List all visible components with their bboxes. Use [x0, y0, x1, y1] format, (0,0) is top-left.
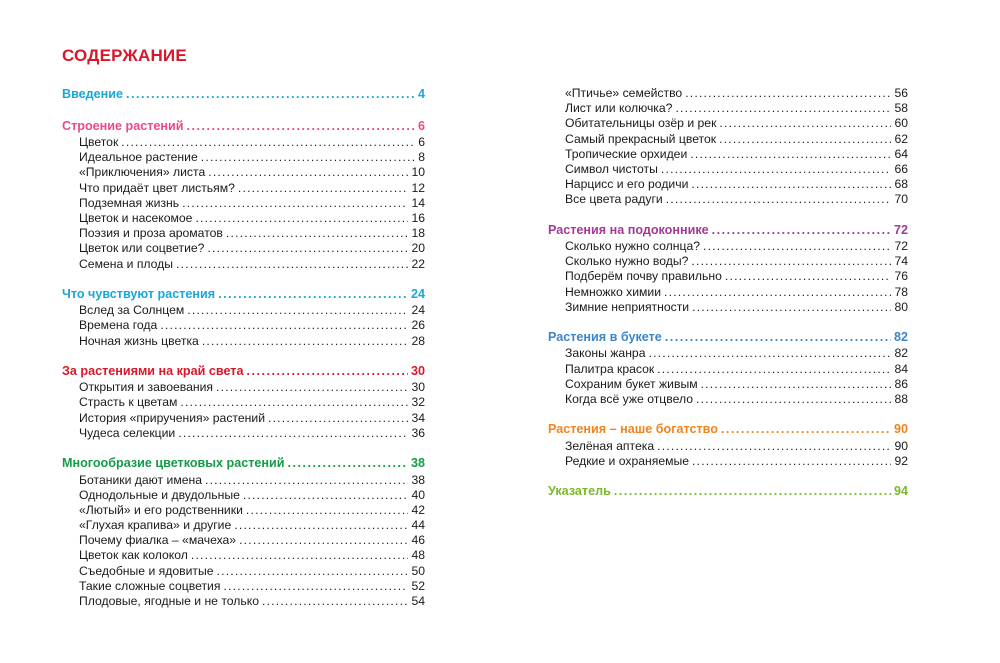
leader-dots — [121, 135, 415, 150]
toc-entry-label: Сколько нужно солнца? — [565, 239, 701, 253]
leader-dots — [268, 411, 408, 426]
toc-entry-page-number: 48 — [411, 548, 425, 563]
toc-section-heading-page-number: 72 — [893, 222, 908, 237]
toc-entry — [548, 346, 908, 361]
toc-entry-page-number: 80 — [894, 299, 908, 314]
leader-dots — [238, 181, 409, 196]
leader-dots — [665, 329, 891, 347]
leader-dots — [719, 116, 891, 131]
toc-entry-page-number: 6 — [418, 135, 425, 149]
toc-entry-page-number: 14 — [411, 195, 425, 210]
toc-entry-page-number: 58 — [894, 101, 908, 116]
leader-dots — [696, 392, 891, 407]
leader-dots — [201, 150, 415, 165]
toc-entry — [62, 503, 425, 518]
toc-entry-page-number: 12 — [411, 180, 425, 195]
leader-dots — [195, 211, 408, 226]
leader-dots — [234, 518, 408, 533]
toc-entry-label: Символ чистоты — [565, 161, 658, 176]
leader-dots — [160, 318, 408, 333]
toc-entry — [548, 147, 908, 162]
toc-entry — [62, 226, 425, 241]
leader-dots — [207, 241, 408, 256]
toc-entry-page-number: 82 — [894, 346, 908, 361]
toc-entry-label: Страсть к цветам — [79, 395, 178, 410]
leader-dots — [208, 165, 408, 180]
toc-entry — [62, 165, 425, 180]
leader-dots — [246, 503, 409, 518]
toc-entry — [62, 488, 425, 503]
toc-entry — [548, 285, 908, 300]
toc-section-heading-page-number: 38 — [410, 456, 425, 470]
toc-entry-label: Цветок и насекомое — [79, 210, 193, 225]
toc-section — [62, 286, 425, 349]
leader-dots — [721, 421, 891, 439]
leader-dots — [719, 132, 891, 147]
toc-entry — [548, 86, 908, 101]
toc-entry — [62, 518, 425, 533]
leader-dots — [218, 286, 408, 304]
leader-dots — [186, 118, 415, 136]
toc-entry — [548, 454, 908, 469]
toc-entry-label: Времена года — [79, 318, 158, 333]
toc-section-heading — [548, 483, 908, 501]
leader-dots — [223, 579, 408, 594]
toc-entry-page-number: 88 — [894, 392, 908, 406]
leader-dots — [202, 334, 409, 349]
leader-dots — [243, 488, 409, 503]
toc-entry — [62, 196, 425, 211]
toc-entry-label: Лист или колючка? — [565, 101, 673, 116]
toc-entry-page-number: 54 — [411, 594, 425, 608]
leader-dots — [191, 548, 409, 563]
toc-entry — [62, 473, 425, 488]
toc-entry — [548, 192, 908, 207]
toc-section — [62, 118, 425, 272]
toc-entry — [548, 239, 908, 254]
toc-section-heading — [548, 222, 908, 240]
toc-entry-page-number: 34 — [411, 410, 425, 425]
toc-entry-label: «Птичье» семейство — [565, 86, 683, 100]
toc-entry — [548, 300, 908, 315]
toc-entry — [548, 116, 908, 131]
toc-entry-page-number: 68 — [894, 177, 908, 192]
toc-entry-page-number: 76 — [894, 269, 908, 284]
toc-section-heading — [62, 455, 425, 473]
toc-entry-label: «Лютый» и его родственники — [79, 502, 243, 517]
toc-section-heading-page-number: 6 — [417, 118, 425, 133]
toc-entry-label: Нарцисс и его родичи — [565, 177, 689, 192]
toc-entry — [62, 181, 425, 196]
toc-entry-page-number: 30 — [411, 380, 425, 395]
leader-dots — [246, 363, 408, 381]
toc-entry-label: Сохраним букет живым — [565, 376, 698, 391]
toc-entry-label: Поэзия и проза ароматов — [79, 226, 223, 241]
toc-section — [62, 455, 425, 609]
toc-entry-label: Съедобные и ядовитые — [79, 563, 214, 578]
toc-section-heading — [548, 329, 908, 347]
toc-entry-label: Зимние неприятности — [565, 299, 690, 314]
toc-entry — [62, 211, 425, 226]
toc-section — [548, 483, 908, 501]
toc-entry-page-number: 22 — [411, 256, 425, 271]
leader-dots — [205, 473, 408, 488]
leader-dots — [180, 395, 408, 410]
leader-dots — [725, 269, 892, 284]
toc-entry — [548, 392, 908, 407]
toc-entry — [548, 362, 908, 377]
toc-entry — [548, 177, 908, 192]
toc-entry-page-number: 92 — [894, 453, 908, 468]
toc-entry-page-number: 46 — [411, 533, 425, 548]
leader-dots — [690, 147, 891, 162]
leader-dots — [176, 257, 408, 272]
toc-section-heading-label: Введение — [62, 87, 124, 101]
leader-dots — [216, 380, 408, 395]
leader-dots — [691, 254, 891, 269]
toc-section-heading-label: Многообразие цветковых растений — [62, 456, 285, 470]
toc-entry-label: Цветок как колокол — [79, 548, 188, 563]
leader-dots — [657, 362, 891, 377]
toc-section — [548, 421, 908, 469]
toc-entry — [62, 380, 425, 395]
toc-entry-page-number: 62 — [894, 131, 908, 146]
toc-entry-page-number: 64 — [894, 146, 908, 161]
leader-dots — [666, 192, 892, 207]
leader-dots — [712, 222, 891, 240]
toc-entry-label: Ботаники дают имена — [79, 472, 202, 487]
leader-dots — [239, 533, 408, 548]
leader-dots — [692, 300, 891, 315]
toc-entry-page-number: 86 — [894, 376, 908, 391]
toc-entry-page-number: 32 — [411, 395, 425, 410]
toc-entry-label: Все цвета радуги — [565, 192, 663, 207]
toc-entry-label: Когда всё уже отцвело — [565, 392, 694, 406]
toc-entry-page-number: 52 — [411, 578, 425, 593]
toc-entry-label: «Приключения» листа — [79, 165, 206, 180]
toc-entry-page-number: 90 — [894, 438, 908, 453]
toc-entry-label: Подберём почву правильно — [565, 269, 722, 284]
leader-dots — [182, 196, 408, 211]
toc-section-heading — [62, 363, 425, 381]
toc-entry-label: Немножко химии — [565, 284, 662, 299]
toc-section-heading-page-number: 4 — [417, 87, 425, 101]
toc-entry-page-number: 60 — [894, 116, 908, 131]
toc-entry — [62, 241, 425, 256]
toc-entry-page-number: 44 — [411, 518, 425, 533]
toc-section-heading-page-number: 94 — [893, 484, 908, 499]
leader-dots — [703, 239, 891, 254]
toc-section-heading — [548, 421, 908, 439]
leader-dots — [614, 483, 891, 501]
toc-entry-page-number: 36 — [411, 425, 425, 440]
toc-entry — [548, 132, 908, 147]
toc-entry-label: Тропические орхидеи — [565, 146, 688, 161]
toc-entry-label: Подземная жизнь — [79, 195, 180, 210]
toc-entry-label: Зелёная аптека — [565, 438, 655, 453]
toc-entry-label: Редкие и охраняемые — [565, 453, 690, 468]
toc-section-heading-page-number: 24 — [410, 286, 425, 301]
toc-section-heading — [62, 118, 425, 136]
leader-dots — [126, 86, 415, 104]
toc-entry-page-number: 42 — [411, 502, 425, 517]
leader-dots — [664, 285, 891, 300]
toc-section-heading-label: Растения на подоконнике — [548, 222, 709, 237]
toc-entry — [62, 257, 425, 272]
toc-section-heading — [62, 86, 425, 104]
toc-entry-label: Ночная жизнь цветка — [79, 333, 199, 348]
toc-entry — [548, 254, 908, 269]
leader-dots — [187, 303, 408, 318]
toc-entry — [548, 269, 908, 284]
leader-dots — [691, 177, 891, 192]
toc-entry-label: Законы жанра — [565, 346, 646, 361]
toc-entry — [62, 135, 425, 150]
toc-entry — [62, 533, 425, 548]
toc-entry-page-number: 74 — [894, 254, 908, 269]
toc-entry — [62, 334, 425, 349]
toc-entry-page-number: 50 — [411, 563, 425, 578]
page-title: СОДЕРЖАНИЕ — [62, 46, 187, 65]
toc-entry-label: Идеальное растение — [79, 150, 198, 165]
leader-dots — [178, 426, 408, 441]
toc-entry-label: Семена и плоды — [79, 256, 174, 271]
toc-entry-page-number: 70 — [894, 192, 908, 207]
leader-dots — [692, 454, 891, 469]
toc-entry-page-number: 20 — [411, 241, 425, 256]
toc-section-heading-page-number: 30 — [410, 363, 425, 378]
toc-entry — [62, 548, 425, 563]
leader-dots — [288, 455, 408, 473]
toc-entry — [62, 318, 425, 333]
toc-entry-page-number: 26 — [411, 318, 425, 333]
leader-dots — [701, 377, 892, 392]
toc-section-heading-label: Указатель — [548, 484, 611, 499]
toc-entry-label: Почему фиалка – «мачеха» — [79, 533, 237, 548]
leader-dots — [657, 439, 891, 454]
toc-entry-page-number: 28 — [411, 333, 425, 348]
toc-entry-label: Чудеса селекции — [79, 425, 176, 440]
toc-entry-label: Вслед за Солнцем — [79, 303, 185, 318]
toc-entry — [62, 411, 425, 426]
toc-section-heading-page-number: 82 — [893, 329, 908, 344]
toc-entry-label: Однодольные и двудольные — [79, 487, 240, 502]
toc-entry — [548, 101, 908, 116]
toc-entry-page-number: 16 — [411, 210, 425, 225]
toc-section — [548, 222, 908, 315]
toc-entry-page-number: 66 — [894, 161, 908, 176]
toc-entry-page-number: 38 — [411, 472, 425, 487]
toc-right-column — [548, 86, 908, 515]
toc-section-heading — [62, 286, 425, 304]
leader-dots — [262, 594, 408, 609]
toc-entry-label: Цветок — [79, 135, 119, 149]
toc-entry-page-number: 72 — [894, 239, 908, 253]
toc-section — [62, 363, 425, 441]
toc-entry — [548, 377, 908, 392]
toc-entry — [62, 579, 425, 594]
toc-left-column — [62, 86, 425, 623]
toc-section-heading-label: Растения – наше богатство — [548, 422, 718, 437]
leader-dots — [226, 226, 409, 241]
toc-entry-page-number: 56 — [894, 86, 908, 100]
toc-section-heading-label: Строение растений — [62, 118, 184, 133]
toc-entry-label: Обитательницы озёр и рек — [565, 116, 717, 131]
toc-entry — [62, 594, 425, 609]
toc-entry — [62, 395, 425, 410]
toc-entry-label: Палитра красок — [565, 361, 655, 376]
toc-section-heading-page-number: 90 — [893, 422, 908, 437]
toc-section — [548, 86, 908, 208]
toc-entry-page-number: 8 — [418, 150, 425, 165]
toc-entry-label: Что придаёт цвет листьям? — [79, 180, 235, 195]
leader-dots — [217, 564, 409, 579]
toc-entry-page-number: 78 — [894, 284, 908, 299]
toc-section-heading-label: За растениями на край света — [62, 363, 244, 378]
toc-entry — [548, 439, 908, 454]
toc-entry-page-number: 10 — [411, 165, 425, 180]
toc-section — [548, 329, 908, 407]
toc-entry-label: Такие сложные соцветия — [79, 578, 221, 593]
toc-entry — [62, 303, 425, 318]
toc-entry-label: Цветок или соцветие? — [79, 241, 205, 256]
toc-entry-label: История «приручения» растений — [79, 410, 265, 425]
toc-entry-label: Самый прекрасный цветок — [565, 131, 717, 146]
toc-section — [62, 86, 425, 104]
toc-entry-label: Плодовые, ягодные и не только — [79, 594, 259, 608]
toc-entry — [62, 564, 425, 579]
leader-dots — [685, 86, 891, 101]
toc-entry-label: «Глухая крапива» и другие — [79, 518, 232, 533]
toc-entry — [548, 162, 908, 177]
toc-entry-page-number: 40 — [411, 487, 425, 502]
toc-entry-page-number: 18 — [411, 226, 425, 241]
toc-section-heading-label: Что чувствуют растения — [62, 286, 216, 301]
leader-dots — [675, 101, 891, 116]
toc-entry — [62, 150, 425, 165]
toc-entry-page-number: 24 — [411, 303, 425, 318]
leader-dots — [661, 162, 892, 177]
toc-entry-label: Сколько нужно воды? — [565, 254, 689, 269]
toc-entry — [62, 426, 425, 441]
leader-dots — [648, 346, 891, 361]
toc-section-heading-label: Растения в букете — [548, 329, 662, 344]
toc-entry-page-number: 84 — [894, 361, 908, 376]
toc-entry-label: Открытия и завоевания — [79, 380, 214, 395]
